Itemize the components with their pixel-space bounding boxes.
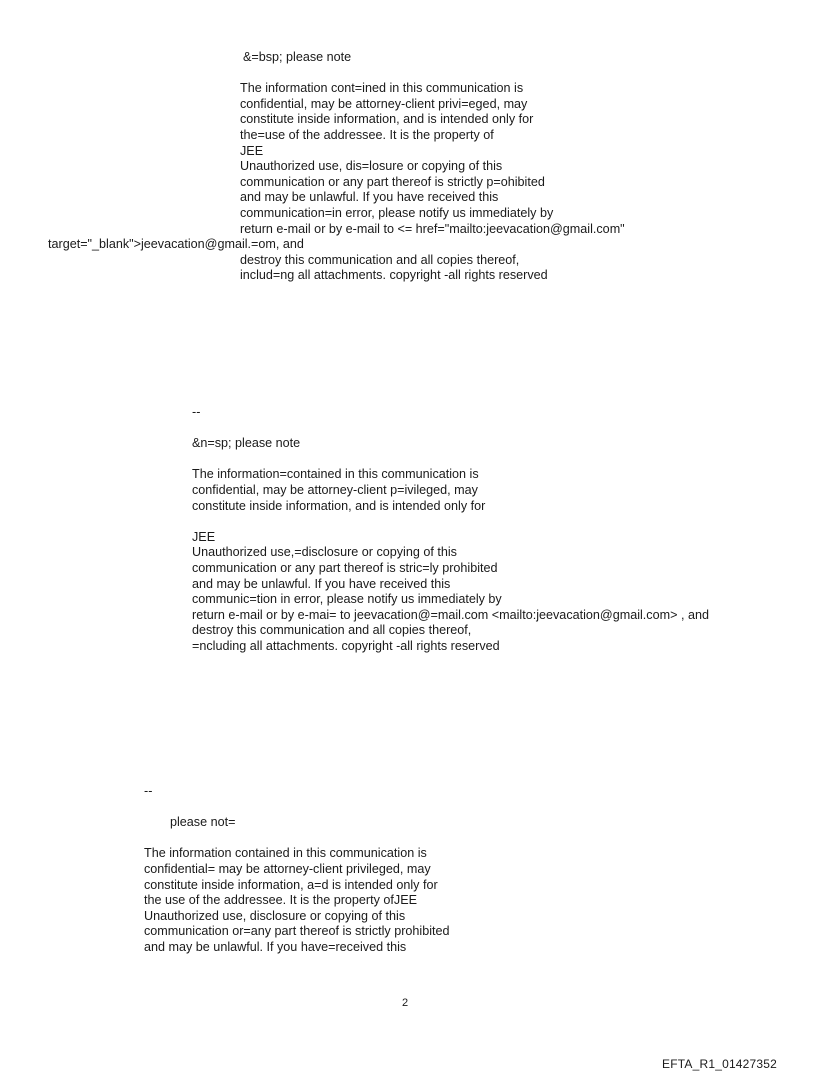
body-line: The information=contained in this communication is — [192, 467, 479, 482]
email-quote-block-2 — [192, 405, 709, 655]
body-line: destroy this communication and all copies thereof, — [240, 252, 520, 267]
body-line: constitute inside information, a=d is intended only for — [144, 877, 438, 892]
body-line: return e-mail or by e-mail to <= href="mailto:jeevacation@gmail.com" — [240, 221, 625, 236]
body-line: communication or=any part thereof is strictly prohibited — [144, 924, 450, 939]
body-line: and may be unlawful. If you have received this — [192, 576, 451, 591]
body-line: The information cont=ined in this communication is — [240, 81, 524, 96]
page-number: 2 — [402, 997, 409, 1009]
separator-dashes: -- — [192, 405, 201, 419]
note-header: &n=sp; please note — [192, 436, 301, 451]
note-header: &=bsp; please note — [243, 50, 352, 64]
body-line: confidential= may be attorney-client privileged, may — [144, 861, 431, 876]
separator-dashes: -- — [144, 784, 153, 798]
body-line: JEE — [192, 529, 216, 544]
body-line: JEE — [240, 143, 264, 158]
body-line: communic=tion in error, please notify us immediately by — [192, 592, 502, 607]
body-line: communication or any part thereof is strictly p=ohibited — [240, 174, 545, 189]
body-line: constitute inside information, and is intended only for — [192, 498, 486, 513]
body-line: destroy this communication and all copies thereof, — [192, 623, 472, 638]
body-line: and may be unlawful. If you have=received this — [144, 939, 407, 954]
body-line: Unauthorized use,=disclosure or copying of this — [192, 545, 457, 560]
body-line: return e-mail or by e-mai= to jeevacation@=mail.com <mailto:jeevacation@gmail.com> , and — [192, 607, 709, 622]
note-header: please not= — [170, 815, 236, 830]
email-quote-block-1 — [48, 50, 625, 284]
bates-id: EFTA_R1_01427352 — [662, 1057, 778, 1071]
body-line: includ=ng all attachments. copyright -all rights reserved — [240, 268, 548, 283]
body-line: The information contained in this communication is — [144, 846, 427, 861]
body-line: communication or any part thereof is stric=ly prohibited — [192, 560, 498, 575]
email-quote-block-3 — [144, 784, 450, 956]
body-line: communication=in error, please notify us immediately by — [240, 205, 554, 220]
body-line: the use of the addressee. It is the property ofJEE — [144, 893, 418, 908]
body-line: the=use of the addressee. It is the property of — [240, 127, 494, 142]
outdent-line: target="_blank">jeevacation@gmail.=om, and — [48, 237, 304, 252]
body-line: Unauthorized use, dis=losure or copying of this — [240, 159, 503, 174]
body-line: and may be unlawful. If you have received this — [240, 190, 499, 205]
body-line: Unauthorized use, disclosure or copying of this — [144, 908, 406, 923]
body-line: =ncluding all attachments. copyright -all rights reserved — [192, 638, 500, 653]
body-line: constitute inside information, and is intended only for — [240, 112, 534, 127]
body-line: confidential, may be attorney-client p=ivileged, may — [192, 482, 478, 497]
body-line: confidential, may be attorney-client privi=eged, may — [240, 96, 528, 111]
